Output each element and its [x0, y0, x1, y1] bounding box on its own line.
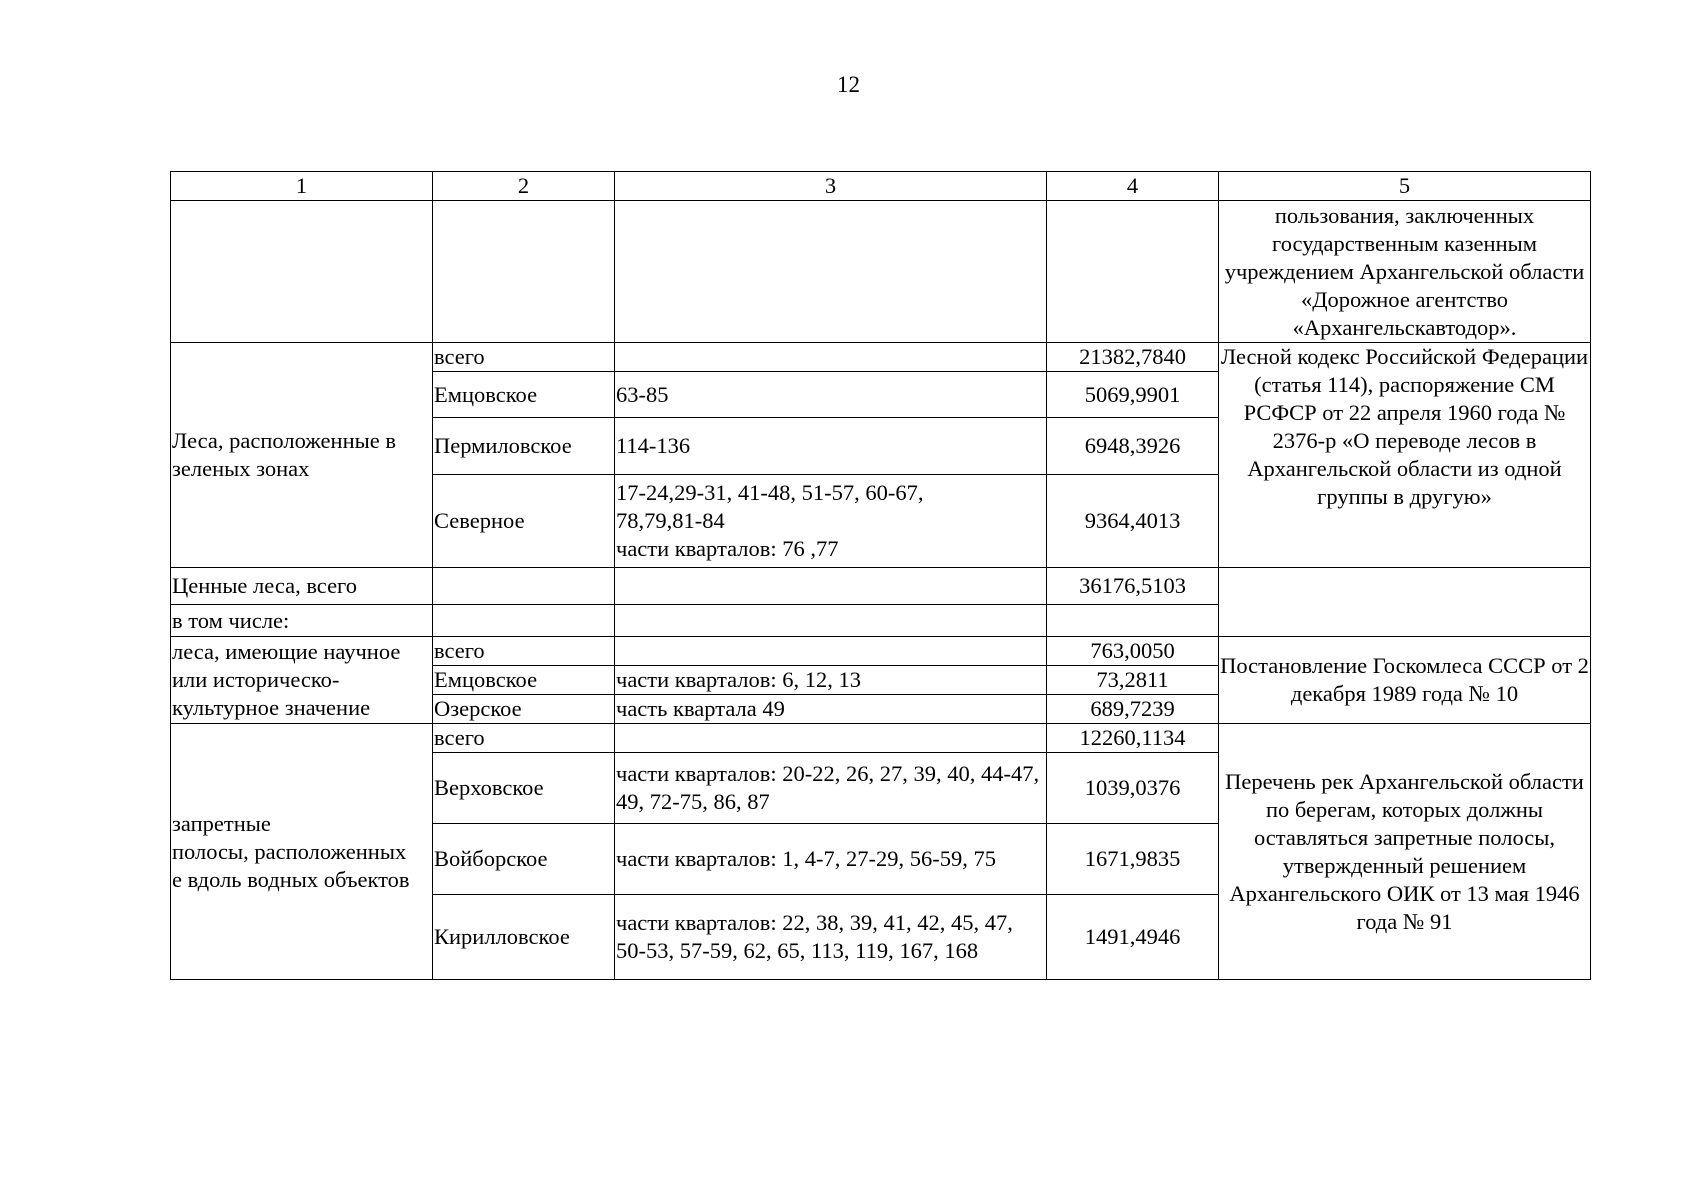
legal-basis-cell: пользования, заключенных государственным казенным учреждением Архангельской области «Дорожное агентство «Архангельскавтодор».: [1219, 201, 1591, 343]
area-cell: 1039,0376: [1047, 753, 1219, 824]
empty-cell: [615, 605, 1047, 637]
forestry-cell: Емцовское: [433, 666, 615, 695]
empty-cell: [433, 568, 615, 605]
category-cell-valuable: Ценные леса, всего: [171, 568, 433, 605]
quarters-cell: части кварталов: 22, 38, 39, 41, 42, 45, 47, 50-53, 57-59, 62, 65, 113, 119, 167, 168: [615, 895, 1047, 980]
table-row: [171, 724, 1591, 753]
empty-cell: [1219, 568, 1591, 637]
category-cell-scientific: леса, имеющие научное или историческо-культурное значение: [171, 637, 433, 724]
header-cell-1: 1: [171, 172, 433, 201]
quarters-cell: [615, 637, 1047, 666]
forestry-cell: Северное: [433, 475, 615, 568]
forestry-cell: Верховское: [433, 753, 615, 824]
area-cell: 5069,9901: [1047, 372, 1219, 418]
forestry-cell: всего: [433, 724, 615, 753]
header-cell-2: 2: [433, 172, 615, 201]
area-cell: 36176,5103: [1047, 568, 1219, 605]
including-label: в том числе:: [171, 605, 433, 637]
quarters-cell: 63-85: [615, 372, 1047, 418]
category-cell-green-zones: Леса, расположенные в зеленых зонах: [171, 343, 433, 568]
forest-categories-table: [170, 171, 1591, 980]
area-cell: 1491,4946: [1047, 895, 1219, 980]
category-cell-protected-strips: запретные полосы, расположенных е вдоль водных объектов: [171, 724, 433, 980]
empty-cell: [615, 568, 1047, 605]
forestry-cell: Озерское: [433, 695, 615, 724]
page-number: 12: [837, 72, 860, 97]
table-header-row: [171, 172, 1591, 201]
quarters-cell: часть квартала 49: [615, 695, 1047, 724]
legal-basis-cell: Постановление Госкомлеса СССР от 2 декабря 1989 года № 10: [1219, 637, 1591, 724]
area-cell: 9364,4013: [1047, 475, 1219, 568]
area-cell: 21382,7840: [1047, 343, 1219, 372]
forestry-cell: всего: [433, 637, 615, 666]
empty-cell: [433, 605, 615, 637]
empty-cell: [171, 201, 433, 343]
empty-cell: [1047, 605, 1219, 637]
table-row: [171, 637, 1591, 666]
continuation-row: [171, 201, 1591, 343]
header-cell-4: 4: [1047, 172, 1219, 201]
quarters-cell: 17-24,29-31, 41-48, 51-57, 60-67, 78,79,81-84 части кварталов: 76 ,77: [615, 475, 1047, 568]
legal-basis-cell: Лесной кодекс Российской Федерации (статья 114), распоряжение СМ РСФСР от 22 апреля 1960 года № 2376-р «О переводе лесов в Архангельской области из одной группы в другую»: [1219, 343, 1591, 568]
quarters-cell: 114-136: [615, 418, 1047, 475]
header-cell-5: 5: [1219, 172, 1591, 201]
area-cell: 6948,3926: [1047, 418, 1219, 475]
quarters-cell: части кварталов: 6, 12, 13: [615, 666, 1047, 695]
quarters-cell: части кварталов: 1, 4-7, 27-29, 56-59, 75: [615, 824, 1047, 895]
empty-cell: [1047, 201, 1219, 343]
area-cell: 73,2811: [1047, 666, 1219, 695]
table-row: [171, 568, 1591, 605]
empty-cell: [433, 201, 615, 343]
forestry-cell: Пермиловское: [433, 418, 615, 475]
area-cell: 689,7239: [1047, 695, 1219, 724]
forestry-cell: Войборское: [433, 824, 615, 895]
area-cell: 763,0050: [1047, 637, 1219, 666]
forestry-cell: Кирилловское: [433, 895, 615, 980]
forestry-cell: всего: [433, 343, 615, 372]
quarters-cell: [615, 343, 1047, 372]
header-cell-3: 3: [615, 172, 1047, 201]
area-cell: 12260,1134: [1047, 724, 1219, 753]
legal-basis-cell: Перечень рек Архангельской области по берегам, которых должны оставляться запретные полосы, утвержденный решением Архангельского ОИК от 13 мая 1946 года № 91: [1219, 724, 1591, 980]
quarters-cell: [615, 724, 1047, 753]
forestry-cell: Емцовское: [433, 372, 615, 418]
quarters-cell: части кварталов: 20-22, 26, 27, 39, 40, 44-47, 49, 72-75, 86, 87: [615, 753, 1047, 824]
table-row: [171, 343, 1591, 372]
empty-cell: [615, 201, 1047, 343]
area-cell: 1671,9835: [1047, 824, 1219, 895]
